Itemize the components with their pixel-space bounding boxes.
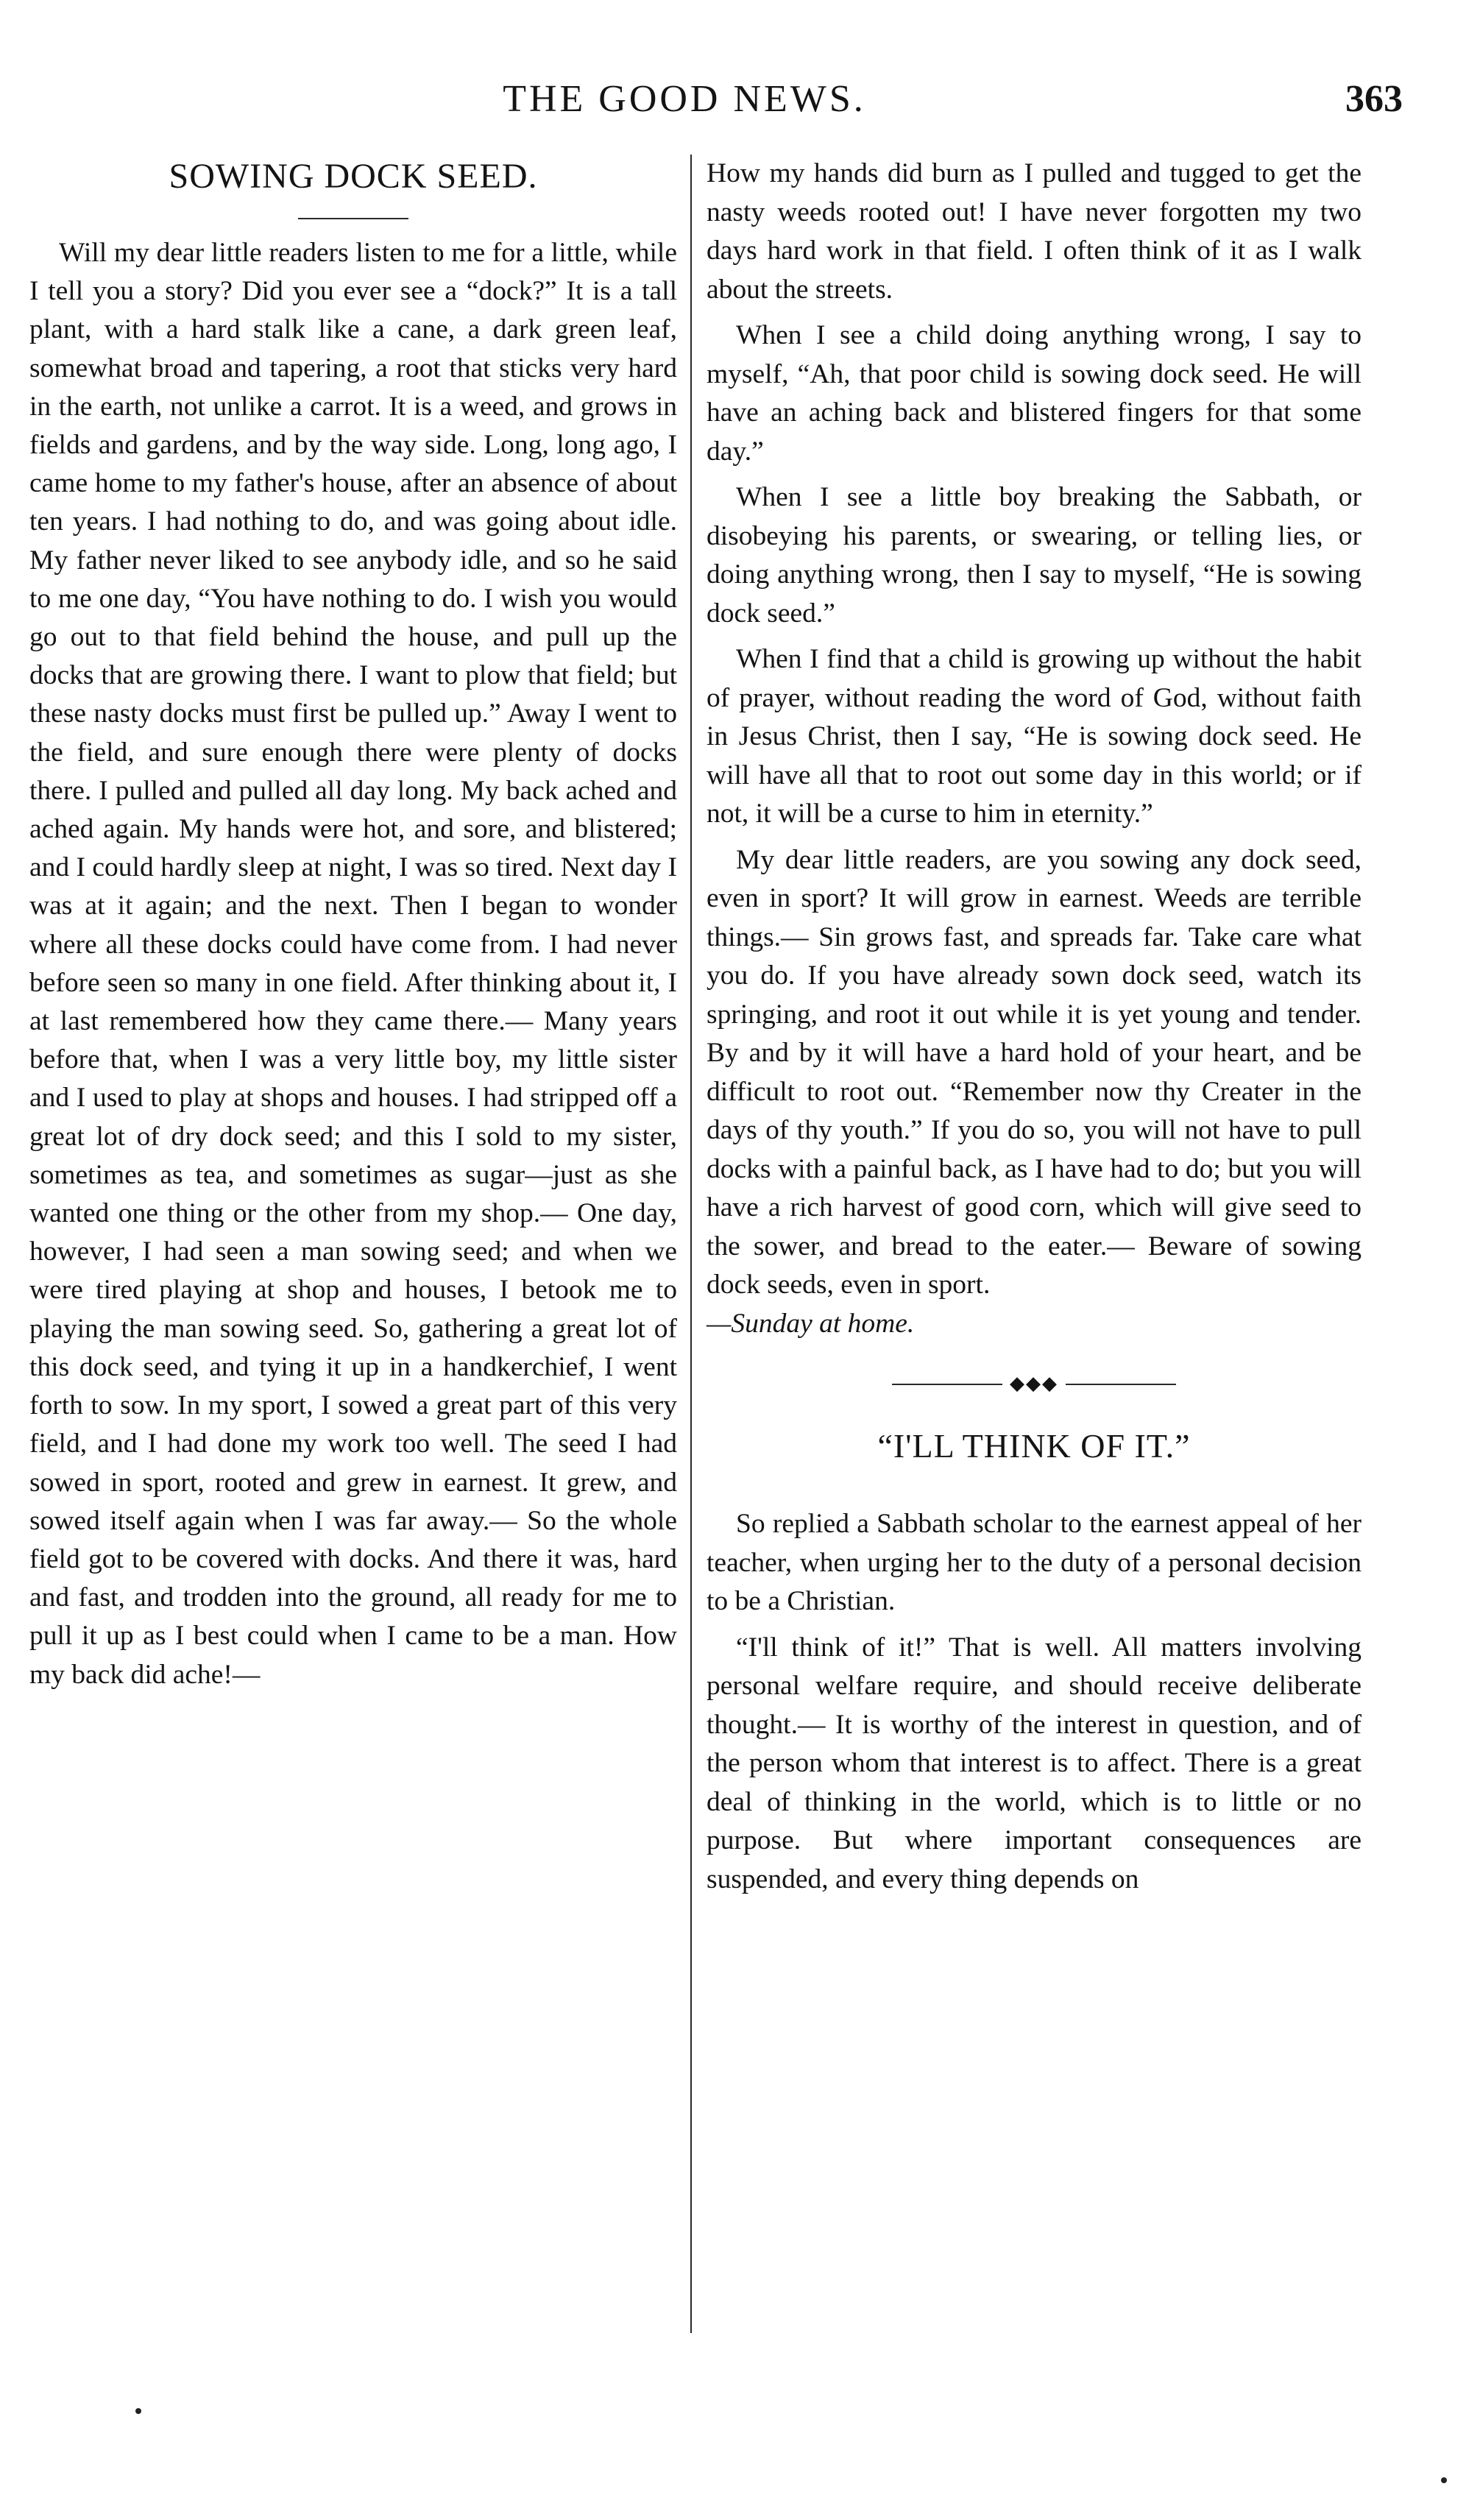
article-paragraph: When I see a child doing anything wrong, I say to myself, “Ah, that poor child is sowing dock seed. He will have an aching back and blistered fingers for that some day.”	[707, 320, 1362, 467]
article-continuation: How my hands did burn as I pulled and tugged to get the nasty weeds rooted out! I have never forgotten my two days hard work in that field. I often think of it as I walk about the streets.	[707, 158, 1362, 305]
section-ornament	[707, 1373, 1362, 1395]
ornament-rule-right	[1066, 1384, 1176, 1385]
article-paragraph: When I see a little boy breaking the Sabbath, or disobeying his parents, or swearing, or telling lies, or doing anything wrong, then I say to myself, “He is sowing dock seed.”	[707, 482, 1362, 629]
article-title: “I'LL THINK OF IT.”	[877, 1427, 1191, 1465]
ornament-diamonds: ◆◆◆	[1010, 1373, 1058, 1395]
running-head	[0, 77, 1480, 136]
article-paragraph: “I'll think of it!” That is well. All matters involving personal welfare require, and should receive deliberate thought.— It is worthy of the interest in question, and of the person whom that interest is to affect. There is a great deal of thinking in the world, which is to little or no purpose. But where important consequences are suspended, and every thing depends on	[707, 1632, 1362, 1894]
column-divider	[690, 155, 692, 2333]
publication-title: THE GOOD NEWS.	[503, 78, 866, 120]
print-speck	[1441, 2477, 1447, 2483]
print-speck	[135, 2408, 141, 2414]
article-paragraph: So replied a Sabbath scholar to the earnest appeal of her teacher, when urging her to the duty of a personal decision to be a Christian.	[707, 1509, 1362, 1616]
article-paragraph: Will my dear little readers listen to me for a little, while I tell you a story? Did you ever see a “dock?” It is a tall plant, with a hard stalk like a cane, a dark green leaf, somewhat broad and tapering, a root that sticks very hard in the earth, not unlike a carrot. It is a weed, and grows in fields and gardens, and by the way side. Long, long ago, I came home to my father's house, after an absence of about ten years. I had nothing to do, and was going about idle. My father never liked to see anybody idle, and so he said to me one day, “You have nothing to do. I wish you would go out to that field behind the house, and pull up the docks that are growing there. I want to plow that field; but these nasty docks must first be pulled up.” Away I went to the field, and sure enough there were plenty of docks there. I pulled and pulled all day long. My back ached and ached again. My hands were hot, and sore, and blistered; and I could hardly sleep at night, I was so tired. Next day I was at it again; and the next. Then I began to wonder where all these docks could have come from. I had never before seen so many in one field. After thinking about it, I at last remembered how they came there.— Many years before that, when I was a very little boy, my little sister and I used to play at shops and houses. I had stripped off a great lot of dry dock seed; and this I sold to my sister, sometimes as tea, and sometimes as sugar—just as she wanted one thing or the other from my shop.— One day, however, I had seen a man sowing seed; and when we were tired playing at shop and houses, I betook me to playing the man sowing seed. So, gathering a great lot of this dock seed, and tying it up in a handkerchief, I went forth to sow. In my sport, I sowed a great part of this very field, and I had done my work too well. The seed I had sowed in sport, rooted and grew in earnest. It grew, and sowed itself again when I was far away.— So the whole field got to be covered with docks. And there it was, hard and fast, and trodden into the ground, all ready for me to pull it up as I best could when I came to be a man. How my back did ache!—	[29, 238, 677, 1690]
right-column	[707, 155, 1362, 1899]
article-paragraph: When I find that a child is growing up without the habit of prayer, without reading the word of God, without faith in Jesus Christ, then I say, “He is sowing dock seed. He will have all that to root out some day in this world; or if not, it will be a curse to him in eternity.”	[707, 644, 1362, 829]
page-number: 363	[1345, 78, 1403, 120]
article-title: SOWING DOCK SEED.	[169, 157, 538, 196]
article-paragraph: My dear little readers, are you sowing any dock seed, even in sport? It will grow in earnest. Weeds are terrible things.— Sin grows fast, and spreads far. Take care what you do. If you have already sown dock seed, watch its springing, and root it out while it is yet young and tender. By and by it will have a hard hold of your heart, and be difficult to root out. “Remember now thy Creater in the days of thy youth.” If you do so, you will not have to pull docks with a painful back, as I have had to do; but you will have a rich harvest of good corn, which will give seed to the sower, and bread to the eater.— Beware of sowing dock seeds, even in sport.	[707, 844, 1362, 1300]
left-column	[29, 155, 677, 1694]
article-attribution: —Sunday at home.	[707, 1308, 915, 1339]
title-rule	[298, 218, 408, 219]
ornament-rule-left	[892, 1384, 1002, 1385]
